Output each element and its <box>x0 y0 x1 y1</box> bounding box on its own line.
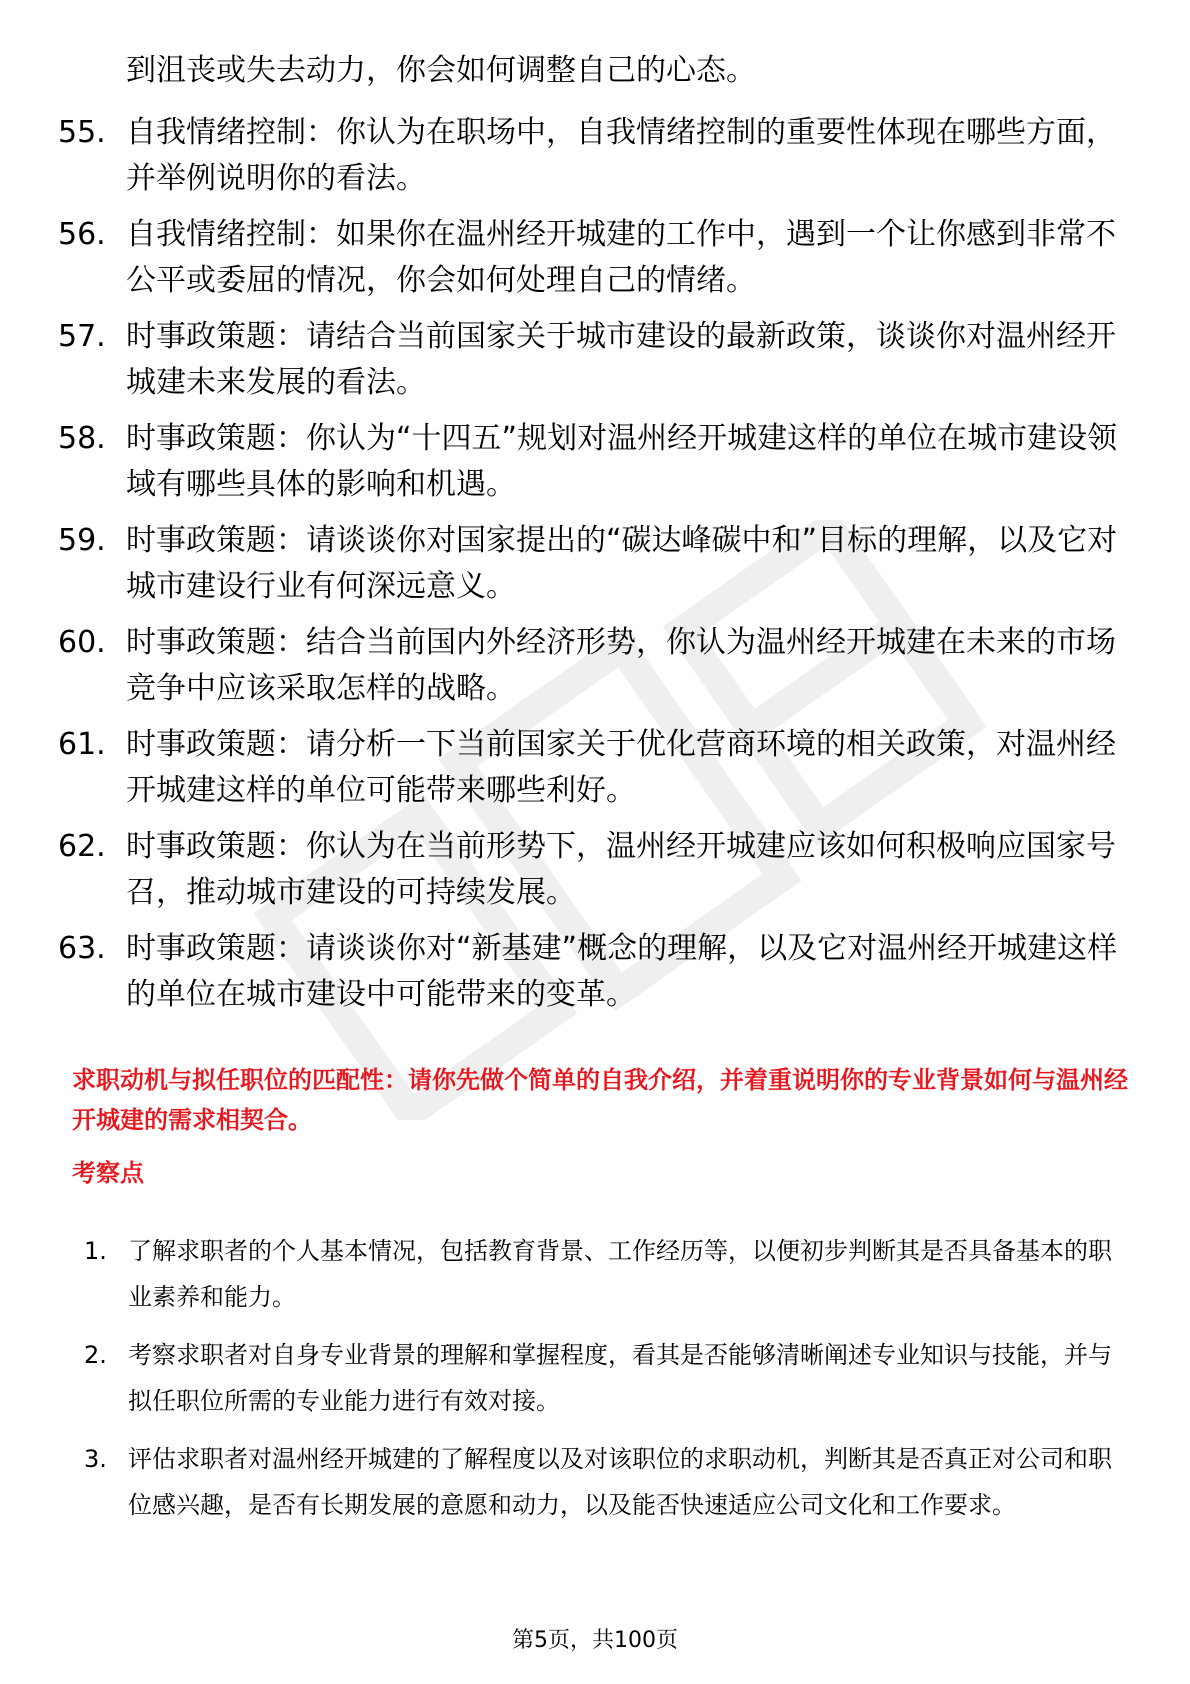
question-number: 56. <box>58 217 106 252</box>
question-item <box>58 212 1128 304</box>
question-text: 时事政策题：请结合当前国家关于城市建设的最新政策，谈谈你对温州经开城建未来发展的看法。 <box>126 319 1116 400</box>
assessment-point <box>84 1436 1124 1528</box>
question-number: 60. <box>58 625 106 660</box>
question-item <box>58 620 1128 712</box>
question-item <box>58 518 1128 610</box>
assessment-point <box>84 1228 1124 1320</box>
question-item <box>58 416 1128 508</box>
section-heading: 求职动机与拟任职位的匹配性：请你先做个简单的自我介绍，并着重说明你的专业背景如何与温州经开城建的需求相契合。 <box>72 1066 1128 1134</box>
assessment-point <box>84 1332 1124 1424</box>
assessment-points-title: 考察点 <box>72 1159 144 1187</box>
question-number: 57. <box>58 319 106 354</box>
question-text: 时事政策题：结合当前国内外经济形势，你认为温州经开城建在未来的市场竞争中应该采取怎样的战略。 <box>126 625 1116 706</box>
point-number: 3. <box>84 1445 107 1473</box>
assessment-points-list <box>84 1228 1124 1540</box>
question-number: 62. <box>58 829 106 864</box>
question-number: 58. <box>58 421 106 456</box>
question-list <box>58 110 1128 1028</box>
point-text: 了解求职者的个人基本情况，包括教育背景、工作经历等，以便初步判断其是否具备基本的职业素养和能力。 <box>128 1237 1112 1311</box>
question-number: 61. <box>58 727 106 762</box>
question-item <box>58 722 1128 814</box>
question-number: 55. <box>58 115 106 150</box>
point-number: 1. <box>84 1237 107 1265</box>
question-text: 自我情绪控制：如果你在温州经开城建的工作中，遇到一个让你感到非常不公平或委屈的情况，你会如何处理自己的情绪。 <box>126 217 1116 298</box>
question-item <box>58 824 1128 916</box>
question-number: 63. <box>58 931 106 966</box>
page-footer: 第5页，共100页 <box>512 1628 678 1653</box>
point-text: 评估求职者对温州经开城建的了解程度以及对该职位的求职动机，判断其是否真正对公司和职位感兴趣，是否有长期发展的意愿和动力，以及能否快速适应公司文化和工作要求。 <box>128 1445 1112 1519</box>
question-item <box>58 314 1128 406</box>
question-text: 时事政策题：请谈谈你对“新基建”概念的理解，以及它对温州经开城建这样的单位在城市建设中可能带来的变革。 <box>126 931 1118 1012</box>
point-number: 2. <box>84 1341 107 1369</box>
question-text: 时事政策题：请分析一下当前国家关于优化营商环境的相关政策，对温州经开城建这样的单位可能带来哪些利好。 <box>126 727 1116 808</box>
question-item <box>58 110 1128 202</box>
question-text: 时事政策题：请谈谈你对国家提出的“碳达峰碳中和”目标的理解，以及它对城市建设行业有何深远意义。 <box>126 523 1118 604</box>
question-text: 自我情绪控制：你认为在职场中，自我情绪控制的重要性体现在哪些方面，并举例说明你的看法。 <box>126 115 1116 196</box>
continued-question-text: 到沮丧或失去动力，你会如何调整自己的心态。 <box>126 53 756 88</box>
question-item <box>58 926 1128 1018</box>
question-text: 时事政策题：你认为“十四五”规划对温州经开城建这样的单位在城市建设领域有哪些具体的影响和机遇。 <box>126 421 1118 502</box>
point-text: 考察求职者对自身专业背景的理解和掌握程度，看其是否能够清晰阐述专业知识与技能，并与拟任职位所需的专业能力进行有效对接。 <box>128 1341 1112 1415</box>
question-number: 59. <box>58 523 106 558</box>
question-text: 时事政策题：你认为在当前形势下，温州经开城建应该如何积极响应国家号召，推动城市建设的可持续发展。 <box>126 829 1116 910</box>
